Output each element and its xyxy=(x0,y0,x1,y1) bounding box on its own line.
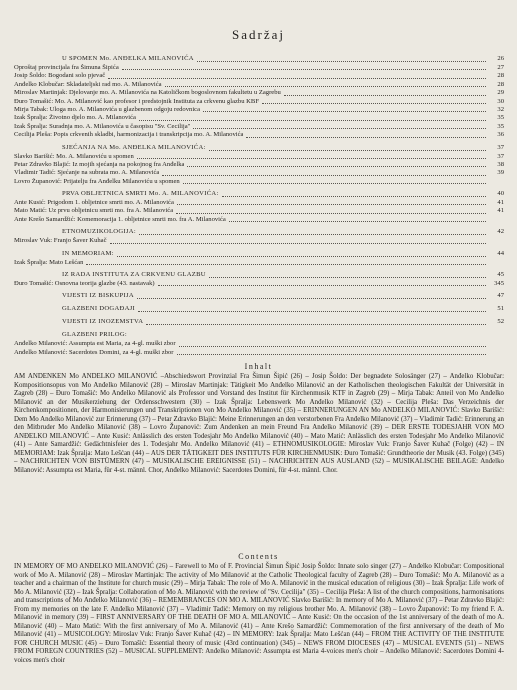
toc-leader-dots xyxy=(284,95,486,96)
toc-entry-title: U SPOMEN Mo. ANĐELKA MILANOVIĆA xyxy=(62,55,194,62)
toc-leader-dots xyxy=(138,311,486,312)
toc-entry-title: Đuro Tomašić: Osnovna teorija glazbe (43. nastavak) xyxy=(14,280,155,288)
toc-entry-title: Anđelko Milanović: Assumpta est Maria, za 4-gl. muški zbor xyxy=(14,340,176,348)
toc-entry-title: Ante Kusić: Prigodom 1. obljetnice smrti mo. A. Milanovića xyxy=(14,199,174,207)
toc-section xyxy=(14,291,504,301)
toc-page-number: 47 xyxy=(497,292,504,300)
toc-leader-dots xyxy=(187,166,486,167)
toc-leader-dots xyxy=(137,298,486,299)
toc-entry-title: VIJESTI IZ BISKUPIJA xyxy=(62,292,134,300)
toc-entry xyxy=(14,123,504,131)
toc-page-number: 41 xyxy=(497,207,504,215)
toc-entry-title: Izak Špralja: Mato Lešćan xyxy=(14,258,84,266)
toc-entry-title: Ante Krešo Samardžić: Komemoracija 1. obljetnice smrti mo. fra A. Milanovića xyxy=(14,215,226,223)
toc-entry-title: Đuro Tomašić: Mo. A. Milanović kao profesor i predstojnik Instituta za crkvenu glazbu KBF xyxy=(14,97,259,105)
toc-page-number: 36 xyxy=(497,131,504,139)
toc-page-number: 42 xyxy=(497,228,504,236)
toc-entry-title: Anđelko Milanović: Sacerdotes Domini, za 4-gl. muški zbor xyxy=(14,348,174,356)
inhalt-heading: Inhalt xyxy=(244,362,273,371)
toc-entry-title: Cecilija Pleša: Popis crkvenih skladbi, harmonizacija i transkripcija mo. A. Milanovića xyxy=(14,131,244,139)
toc-leader-dots xyxy=(246,137,486,138)
toc-page-number: 27 xyxy=(497,63,504,71)
toc-leader-dots xyxy=(86,264,486,265)
toc-leader-dots xyxy=(177,204,486,205)
contents-heading: Contents xyxy=(238,552,279,561)
toc-entry-title: Miroslav Vuk: Franjo Šaver Kuhač xyxy=(14,237,107,245)
toc-page-number: 28 xyxy=(497,72,504,80)
toc-entry-title: Izak Špralja: Suradnja mo. A. Milanovića u časopisu "Sv. Cecilija" xyxy=(14,122,191,130)
toc-entry-title: SJEĆANJA NA Mo. ANĐELKA MILANOVIĆA: xyxy=(62,143,206,151)
toc-leader-dots xyxy=(193,128,486,129)
toc-entry-title: Oproštaj provincijala fra Šimuna Šipića xyxy=(14,63,119,71)
toc-leader-dots xyxy=(209,277,486,278)
toc-leader-dots xyxy=(197,61,486,62)
toc-entry xyxy=(14,216,504,224)
toc-entry-title: Mirja Tabak: Uloga mo. A. Milanovića u glazbenom odgoju redovnica xyxy=(14,105,201,113)
toc-entry xyxy=(14,237,504,245)
toc-leader-dots xyxy=(158,285,486,286)
toc-entry-title: Josip Šoldo: Bogodani solo pjevač xyxy=(14,72,106,80)
toc-entry xyxy=(14,161,504,169)
toc-entry-title: VIJESTI IZ INOZEMSTVA xyxy=(62,318,144,326)
toc-section xyxy=(14,304,504,314)
contents-text: IN MEMORY OF MO ANĐELKO MILANOVIĆ (26) – Farewell to Mo of F. Provincial Šimun Šipić Josip Šoldo: Innate solo singer (27) – Anđelko Klobučar: Compositional work of Mo A. Milanović (28) – Miroslav Martinjak: The activity of Mo Milanović at the Catholic Theological faculty of Zagreb (28) – Đuro Tomašić: Mo A. Milanović as a teacher and a chairman of the Institute for church music (29) – Mirja Tabak: The role of Mo A. Milanović in the musical education of religious (30) – Izak Špralja: Life work of Mo A. Milanović (32) – Izak Špralja: Collaboration of Mo A. Milanović with the review of "Sv. Cecilija" (35) – Cecilija Pleša: A list of the church compositions, harmonisations and transcriptions of Mo Anđelko Milanović (36) – REMEMBRANCES ON MO A. MILANOVIĆ Slavko Barišić: In memory of Mo A. Milanović (37) – Petar Zdravko Blajić: From my memories on the late F. Anđelko Milanović (37) – Vladimir Tadić: Memory on my religious brother Mo. A. Milanović (38) – Lovro Županović: To my friend F. A. Milanović in memory (39) – FIRST ANNIVERSARY OF THE DEATH OF MO A. MILANOVIĆ – Ante Kusić: On the occasion of the 1st anniversary of the death of mo A. Milanović (40) – Mato Matić: With the first anniversary of Mo A. Milanović (41) – Ante Krešo Samardžić: Commemoration of the first anniversary of the death of Mo Milanović (41) – MUSICOLOGY: Miroslav Vuk: Franjo Šaver Kuhač (42) – IN MEMORY: Izak Špralja: Mato Lešćan (44) – FROM THE ACTIVITY OF THE INSTITUTE FOR CHURCH MUSIC (45) – Đuro Tomašić: Essential theory of music (43rd continuation) (345) – NEWS FROM DIOCESES (47) – MUSICAL EVENTS (51) – NEWS FROM FOREGN COUNTRIES (52) – MUSICAL SUPPLEMENT: Anđelko Milanović: Assumpta est Maria 4-voices men's choir – Anđelko Milanović: Sacerdotes Domini 4-voices men's choir xyxy=(14,563,504,664)
toc-entry xyxy=(14,131,504,139)
toc-entry xyxy=(14,153,504,161)
toc-entry-title: GLAZBENI DOGAĐAJI xyxy=(62,305,136,313)
toc-page-number: 29 xyxy=(497,89,504,97)
toc-page-number: 51 xyxy=(497,305,504,313)
toc-page-number: 45 xyxy=(497,271,504,279)
toc-entry xyxy=(14,81,504,89)
toc-leader-dots xyxy=(203,111,486,112)
toc-entry xyxy=(14,178,504,186)
toc-leader-dots xyxy=(139,120,486,121)
toc-leader-dots xyxy=(262,103,486,104)
toc-entry xyxy=(14,98,504,106)
toc-entry xyxy=(14,72,504,80)
toc-leader-dots xyxy=(146,324,486,325)
toc-entry xyxy=(14,259,504,267)
toc-leader-dots xyxy=(137,158,486,159)
toc-entry xyxy=(14,169,504,177)
table-of-contents xyxy=(14,54,504,357)
toc-leader-dots xyxy=(177,354,487,355)
toc-page-number: 37 xyxy=(497,143,504,151)
toc-entry-title: IZ RADA INSTITUTA ZA CRKVENU GLAZBU xyxy=(62,271,206,279)
toc-entry-title: Izak Špralja: Životno djelo mo. A. Milanovića xyxy=(14,114,136,122)
toc-leader-dots xyxy=(222,196,486,197)
toc-entry-title: Vladimir Tadić: Sjećanje na subrata mo. A. Milanovića xyxy=(14,169,160,177)
toc-section xyxy=(14,189,504,199)
toc-entry-title: Petar Zdravko Blajić: Iz mojih sjećanja na pokojnog fra Anđelka xyxy=(14,160,185,168)
toc-page-number: 32 xyxy=(497,105,504,113)
toc-section xyxy=(14,54,504,64)
toc-page-number: 44 xyxy=(497,249,504,257)
toc-entry-title: GLAZBENI PRILOG: xyxy=(62,331,128,339)
toc-entry-title: Mato Matić: Uz prvu obljetnicu smrti mo. fra A. Milanovića xyxy=(14,207,174,215)
toc-section xyxy=(14,270,504,280)
toc-page-number: 40 xyxy=(497,190,504,198)
page-title: Sadržaj xyxy=(232,27,285,42)
toc-page-number: 38 xyxy=(497,160,504,168)
toc-leader-dots xyxy=(179,346,486,347)
toc-entry xyxy=(14,340,504,348)
toc-leader-dots xyxy=(176,213,486,214)
toc-page-number: 26 xyxy=(497,55,504,62)
toc-entry-title: IN MEMORIAM: xyxy=(62,249,114,257)
toc-leader-dots xyxy=(139,234,486,235)
toc-entry-title: Anđelko Klobučar: Skladateljski rad mo. A. Milanovića xyxy=(14,80,162,88)
toc-page-number: 35 xyxy=(497,122,504,130)
toc-page-number: 39 xyxy=(497,169,504,177)
toc-section xyxy=(14,249,504,259)
toc-section xyxy=(14,317,504,327)
toc-leader-dots xyxy=(229,221,486,222)
toc-entry-title: Lovro Županović: Prijatelju fra Anđelku Milanoviću u spomen xyxy=(14,177,180,185)
toc-section xyxy=(14,227,504,237)
toc-entry xyxy=(14,207,504,215)
toc-leader-dots xyxy=(162,175,486,176)
inhalt-text: AM ANDENKEN Mo ANDELKO MILANOVIĆ –Abschiedswort Provinzial Fra Šimun Šipić (26) – Josip Šoldo: Der begnadete Solosänger (27) – Anđelko Klobučar: Kompositionsopus von Mo Anđelko Milanović (28) – Miroslav Martinjak: Tätigkeit Mo Anđelko Milanović an der Katholischen theologischen Fakultät der Universität in Zagreb (28) – Đuro Tomašić: Mo Anđelko Milanović als Professor und Vorstand des Institut für Kirchenmusik KTF in Zagreb (29) – Mirja Tabak: Anteil von Mo Anđelko Milanović an der Musikerziehung der Ordensschwestern (30) – Izak Špralja: Lebenswerk Mo Anđelko Milanović (32) – Cecilija Pleša: Das Verzeichnis der Kirchenkompositionen, der Harmonisierungen und Transkriptionen von Mo Anđelko Milanović (35) – ERINNERUNGEN AN Mo ANDELKO MILANOVIĆ: Slavko Barišić: Dem Mo Anđelko Milanović zur Erinnerung (37) – Petar Zdravko Blajić: Meine Erinnerungen an den verstorbenen Fra Anđelko Milanović (37) – Vladimir Tadić: Erinnerung an den Mitbruder Mo Anđelko Milanović (38) – Lovro Županović: Zum Andenken an mein Freund Fra Anđelko Milanović (39) – DER ERSTE TODESJAHR VON MO ANĐELKO MILANOVIĆ – Ante Kusić: Anlässlich des ersten Todesjahr Mo Anđelko Milanović (40) – Mato Matić: Anlässlich des ersten Todesjahr Mo Anđelko Milanović (41) – Ante Samardžić: Gedächtnisfeier des 1. Todesjahr Mo. Anđelko Milanović (41) – ETHNOMUSIKOLOGIE: Miroslav Vuk: Franjo Šaver Kuhač (Folge) (42) – IN MEMORIAM: Izak Špralja: Mato Lešćan (44) – AUS DER TÄTIGKEIT DES INSTITUTS FÜR KIRCHENMUSIK: Đuro Tomašić: Grundtheorie der Musik (43. Folge) (345) – NACHRICHTEN VON BISTÜMERN (47) – MUSIKALISCHE EREIGNISSE (51) – NACHRICHTEN AUS AUSLAND (52) – MUSIKALISCHE BEILAGE: Anđelko Milanović: Assumpta est Maria, für 4-st. männl. Chor, Anđelko Milanović: Sacerdotes Domini, für 4-st. männl. Chor. xyxy=(14,373,504,474)
toc-page-number: 41 xyxy=(497,199,504,207)
toc-entry xyxy=(14,349,504,357)
toc-leader-dots xyxy=(108,78,486,79)
toc-page-number: 37 xyxy=(497,152,504,160)
toc-leader-dots xyxy=(122,69,486,70)
toc-entry-title: ETNOMUZIKOLOGIJA: xyxy=(62,228,136,236)
toc-leader-dots xyxy=(209,150,486,151)
toc-leader-dots xyxy=(165,86,486,87)
toc-section xyxy=(14,143,504,153)
toc-leader-dots xyxy=(183,183,486,184)
toc-entry xyxy=(14,106,504,114)
toc-entry-title: PRVA OBLJETNICA SMRTI Mo. A. MILANOVIĆA: xyxy=(62,190,219,198)
toc-section xyxy=(14,330,504,340)
toc-page-number: 30 xyxy=(497,97,504,105)
toc-entry-title: Miroslav Martinjak: Djelovanje mo. A. Milanovića na Katoličkom bogoslovnom fakultetu u Zagrebu xyxy=(14,89,281,97)
toc-page-number: 35 xyxy=(497,114,504,122)
toc-leader-dots xyxy=(117,256,486,257)
toc-leader-dots xyxy=(110,243,486,244)
toc-page-number: 28 xyxy=(497,80,504,88)
toc-entry xyxy=(14,64,504,72)
toc-entry xyxy=(14,199,504,207)
toc-entry xyxy=(14,114,504,122)
toc-entry xyxy=(14,280,504,288)
toc-page-number: 345 xyxy=(494,280,504,288)
toc-entry-title: Slavko Barišić: Mo. A. Milanoviću u spomen xyxy=(14,152,134,160)
toc-entry xyxy=(14,89,504,97)
toc-page-number: 52 xyxy=(497,318,504,326)
